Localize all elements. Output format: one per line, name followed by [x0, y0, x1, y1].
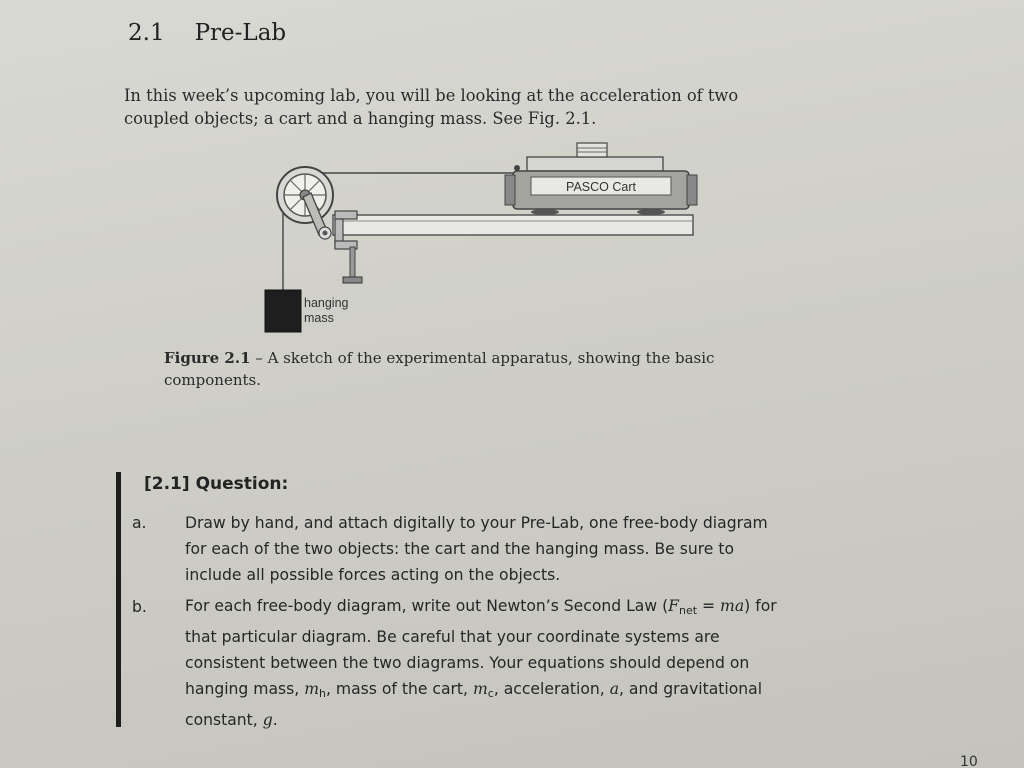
math-c: c [487, 687, 494, 700]
cart [505, 143, 697, 215]
item-letter-b: b. [132, 598, 147, 616]
caption-text: A sketch of the experimental apparatus, showing the basic components. [164, 349, 715, 389]
item-b-text-6: , and gravitational constant, [185, 680, 763, 729]
math-g: g [262, 711, 273, 729]
item-b-text-7: . [272, 711, 278, 729]
pulley [277, 167, 333, 223]
question-heading: [2.1] Question: [144, 474, 289, 494]
track [333, 215, 693, 235]
apparatus-figure [255, 135, 715, 345]
section-heading: Pre-Lab [194, 20, 287, 46]
page-number: 10 [960, 754, 978, 768]
question-item-a: Draw by hand, and attach digitally to your Pre-Lab, one free-body diagram for each of the two objects: the cart and the hanging mass. Be sure to include all possible forces acting on the objects. [185, 514, 768, 584]
math-a: a [609, 680, 619, 698]
math-mh: m [304, 680, 319, 698]
hanging-mass [265, 290, 301, 332]
math-net: net [679, 604, 698, 617]
figure-caption [164, 347, 804, 391]
intro-paragraph: In this week’s upcoming lab, you will be looking at the acceleration of two coupled objects; a cart and a hanging mass. See Fig. 2.1. [124, 86, 739, 128]
mass-label-line2: mass [304, 311, 334, 325]
caption-label: Figure 2.1 [164, 349, 251, 367]
math-h: h [319, 687, 326, 700]
item-b-text-3: for that particular diagram. Be careful that your coordinate systems are consistent between the two diagrams. Your equations should depend on hanging mass, [185, 597, 777, 698]
question-item-b [185, 593, 793, 733]
question-bar [116, 472, 121, 727]
math-equals: = [697, 597, 721, 615]
section-title [128, 20, 286, 46]
section-number: 2.1 [128, 20, 165, 46]
apparatus-sketch [255, 135, 715, 345]
item-letter-a: a. [132, 514, 147, 532]
mass-label-line1: hanging [304, 296, 349, 310]
math-ma: ma [720, 597, 745, 615]
item-b-text-2: ) [744, 597, 751, 615]
math-mc: m [472, 680, 488, 698]
item-b-text-4: , mass of the cart, [325, 680, 473, 698]
item-b-text-1: For each free-body diagram, write out Newton’s Second Law ( [185, 597, 669, 615]
cart-label: PASCO Cart [566, 180, 636, 194]
caption-dash: – [250, 349, 268, 367]
item-b-text-5: , acceleration, [493, 680, 610, 698]
math-F: F [668, 597, 679, 615]
